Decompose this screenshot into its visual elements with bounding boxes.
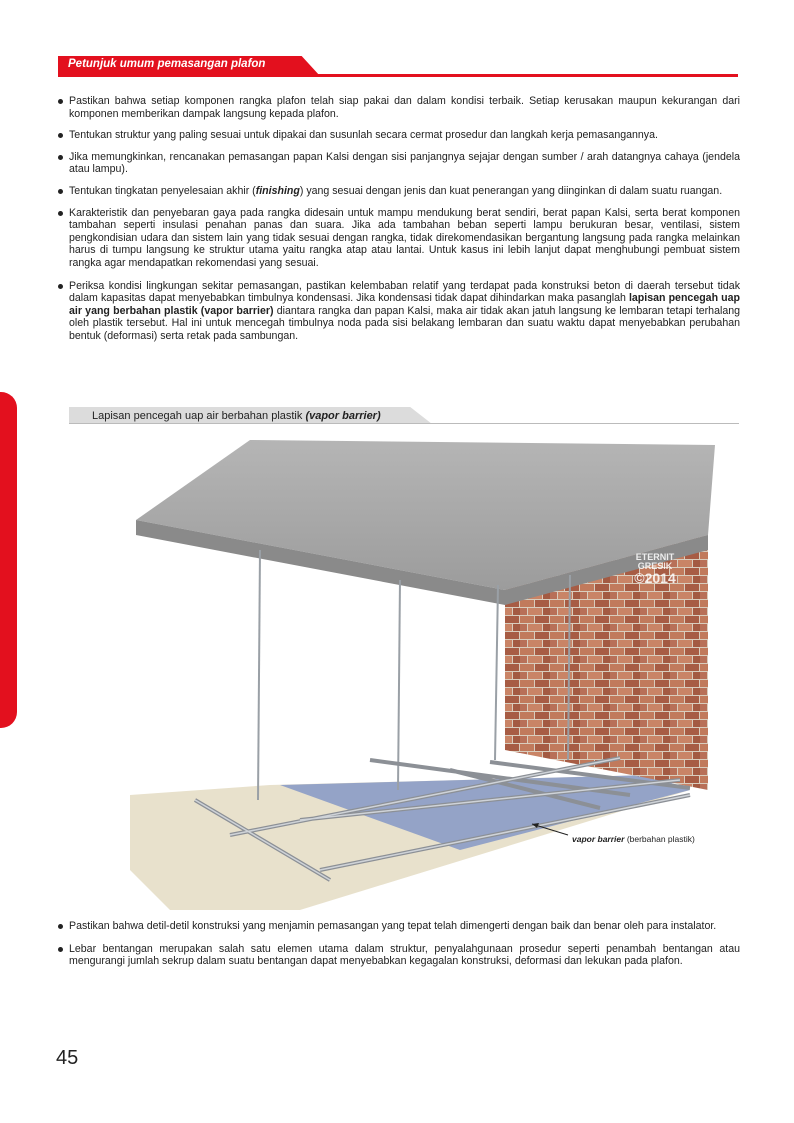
figure-caption: Lapisan pencegah uap air berbahan plastik (vapor barrier) (92, 410, 381, 422)
list-item: Lebar bentangan merupakan salah satu elemen utama dalam struktur, penyalahgunaan prosedur seperti penambah bentangan atau mengurangi jumlah sekrup dalam suatu bentangan dapat menyebabkan kegagalan konstruksi, deformasi dan lekukan pada plafon. (58, 943, 740, 968)
hanger-rod (258, 550, 260, 800)
bullet-dot (58, 924, 63, 929)
list-item: Periksa kondisi lingkungan sekitar pemasangan, pastikan kelembaban relatif yang terdapat pada konstruksi beton di daerah tersebut tidak dalam kapasitas dapat menyebabkan timbulnya kondensasi. Jika kondensasi tidak dapat dihindarkan maka pasanglah lapisan pencegah uap air yang berbahan plastik (vapor barrier) diantara rangka dan papan Kalsi, maka air tidak akan jatuh langsung ke lembaran tetapi terhalang oleh plastik tersebut. Hal ini untuk mencegah timbulnya noda pada sisi belakang lembaran dan suatu waktu dapat menyebabkan perubahan bentuk (deformasi) serta retak pada sambungan. (58, 280, 740, 343)
list-item: Tentukan struktur yang paling sesuai untuk dipakai dan susunlah secara cermat prosedur dan langkah kerja pemasangannya. (58, 129, 740, 142)
list-item: Pastikan bahwa detil-detil konstruksi yang menjamin pemasangan yang tepat telah dimengerti dengan baik dan benar oleh para instalator. (58, 920, 740, 933)
bullet-dot (58, 189, 63, 194)
page-number: 45 (56, 1047, 79, 1069)
list-item: Pastikan bahwa setiap komponen rangka plafon telah siap pakai dan dalam kondisi terbaik. Setiap kerusakan maupun kekurangan dari komponen memberikan dampak langsung kepada plafon. (58, 95, 740, 120)
bullet-list-top (58, 95, 740, 352)
section-title: Petunjuk umum pemasangan plafon (68, 58, 266, 70)
bullet-dot (58, 133, 63, 138)
list-item: Karakteristik dan penyebaran gaya pada rangka didesain untuk mampu mendukung berat sendiri, berat papan Kalsi, serta berat komponen tambahan seperti insulasi penahan panas dan suara. Jika ada tambahan beban seperti lampu berukuran besar, ventilasi, sistem pengkondisian udara dan sistem lain yang tidak sesuai dengan rangka, tidak direkomendasikan bergantung langsung pada rangka melainkan harus di tumpu langsung ke struktur utama yaitu rangka atap atau lantai. Untuk kasus ini lebih lanjut dapat menghubungi pembuat sistem rangka agar mendapatkan rekomendasi yang sesuai. (58, 207, 740, 270)
bullet-dot (58, 284, 63, 289)
hanger-rod (495, 585, 498, 760)
copyright-watermark: ETERNIT GRESIK ©2014 (634, 552, 676, 586)
bullet-dot (58, 99, 63, 104)
bullet-dot (58, 947, 63, 952)
vapor-barrier-label: vapor barrier (berbahan plastik) (572, 834, 695, 844)
header-rule (58, 74, 738, 77)
bullet-dot (58, 155, 63, 160)
bullet-dot (58, 211, 63, 216)
hanger-rod (398, 580, 400, 790)
list-item: Jika memungkinkan, rencanakan pemasangan papan Kalsi dengan sisi panjangnya sejajar dengan sumber / arah datangnya cahaya (jendela atau lampu). (58, 151, 740, 176)
bullet-list-bottom (58, 920, 740, 978)
caption-rule (69, 423, 739, 424)
side-red-tab (0, 392, 17, 728)
list-item: Tentukan tingkatan penyelesaian akhir (finishing) yang sesuai dengan jenis dan kuat penerangan yang diinginkan di dalam suatu ruangan. (58, 185, 740, 198)
